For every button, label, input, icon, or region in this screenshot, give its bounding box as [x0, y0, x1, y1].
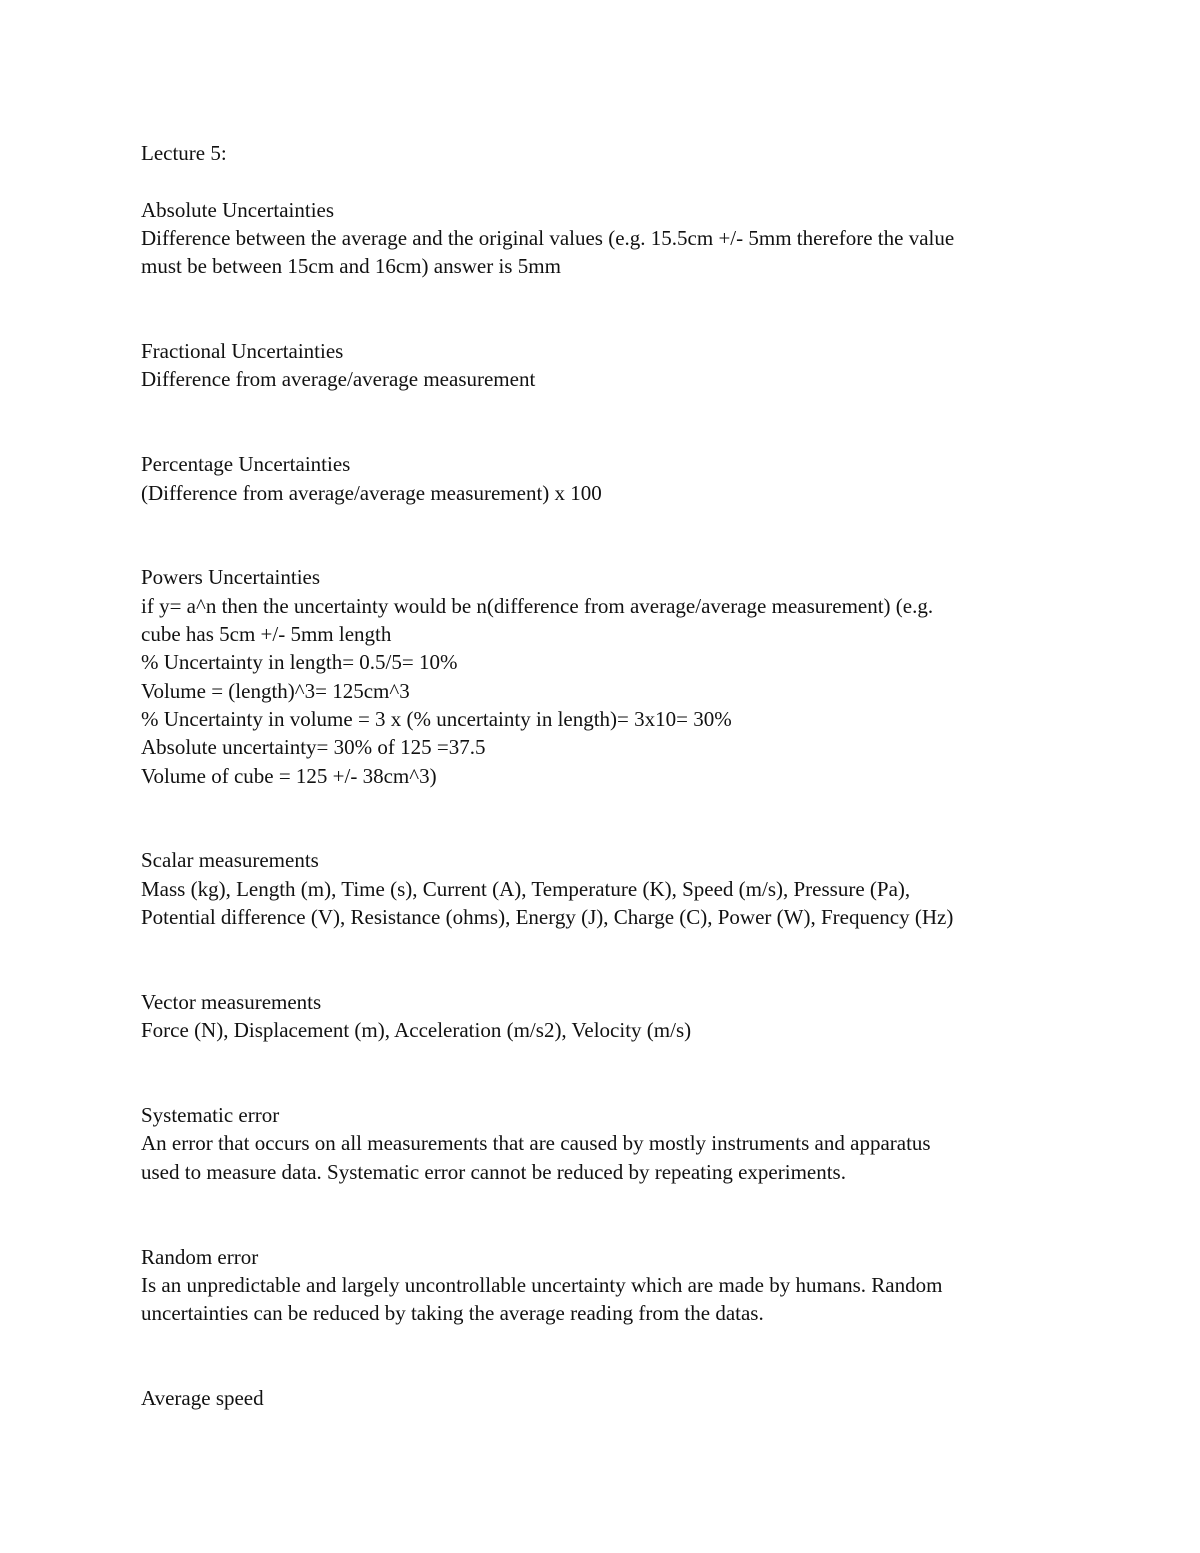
spacer [141, 394, 1081, 451]
section-text-line: uncertainties can be reduced by taking the average reading from the datas. [141, 1301, 764, 1326]
section-text-line: Difference from average/average measurement [141, 367, 536, 392]
section-heading-percentage-uncertainties: Percentage Uncertainties [141, 452, 351, 477]
section-heading-systematic-error: Systematic error [141, 1103, 280, 1128]
section-text-line: must be between 15cm and 16cm) answer is 5mm [141, 254, 561, 279]
spacer [141, 507, 1081, 564]
spacer [141, 280, 1081, 337]
spacer [141, 1045, 1081, 1102]
section-text-line: (Difference from average/average measurement) x 100 [141, 480, 602, 505]
spacer [141, 790, 1081, 847]
spacer [141, 1327, 1081, 1384]
section-heading-powers-uncertainties: Powers Uncertainties [141, 565, 321, 590]
section-heading-fractional-uncertainties: Fractional Uncertainties [141, 339, 344, 364]
section-text-line: used to measure data. Systematic error cannot be reduced by repeating experiments. [141, 1159, 846, 1184]
section-text-line: if y= a^n then the uncertainty would be n(difference from average/average measurement) (e.g. [141, 593, 934, 618]
section-text-line: cube has 5cm +/- 5mm length [141, 622, 392, 647]
spacer [141, 1186, 1081, 1243]
section-text-line: An error that occurs on all measurements that are caused by mostly instruments and apparatus [141, 1131, 931, 1156]
document-body [141, 139, 1081, 1412]
section-heading-random-error: Random error [141, 1244, 259, 1269]
section-text-line: Volume = (length)^3= 125cm^3 [141, 678, 410, 703]
section-text-line: Mass (kg), Length (m), Time (s), Current (A), Temperature (K), Speed (m/s), Pressure (Pa), [141, 876, 911, 901]
spacer [141, 167, 1081, 195]
section-text-line: Is an unpredictable and largely uncontrollable uncertainty which are made by humans. Random [141, 1272, 943, 1297]
section-text-line: Volume of cube = 125 +/- 38cm^3) [141, 763, 437, 788]
section-text-line: Potential difference (V), Resistance (ohms), Energy (J), Charge (C), Power (W), Frequency (Hz) [141, 905, 954, 930]
section-text-line: % Uncertainty in volume = 3 x (% uncertainty in length)= 3x10= 30% [141, 706, 732, 731]
section-text-line: Absolute uncertainty= 30% of 125 =37.5 [141, 735, 486, 760]
section-heading-vector-measurements: Vector measurements [141, 989, 322, 1014]
section-heading-absolute-uncertainties: Absolute Uncertainties [141, 197, 335, 222]
section-text-line: Difference between the average and the original values (e.g. 15.5cm +/- 5mm therefore the value [141, 225, 955, 250]
lecture-title: Lecture 5: [141, 141, 227, 165]
section-heading-scalar-measurements: Scalar measurements [141, 848, 319, 873]
section-text-line: % Uncertainty in length= 0.5/5= 10% [141, 650, 458, 675]
section-heading-average-speed: Average speed [141, 1386, 264, 1411]
section-text-line: Force (N), Displacement (m), Acceleration (m/s2), Velocity (m/s) [141, 1018, 692, 1043]
spacer [141, 931, 1081, 988]
